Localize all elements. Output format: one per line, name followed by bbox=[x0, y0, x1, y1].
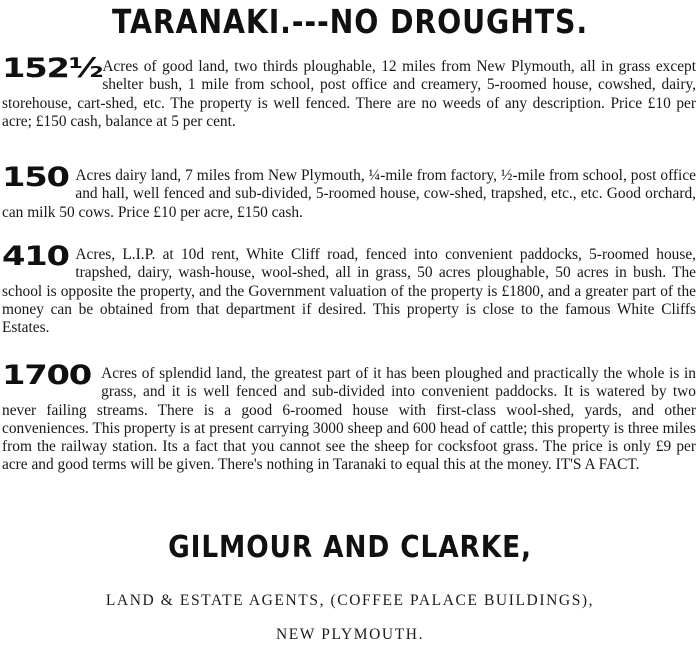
listing-text: Acres of splendid land, the greatest part of it has been ploughed and practically the whole is in grass, and it is well fenced and sub-divided into convenient paddocks. It is watered by two never failing streams. There is a good 6-roomed house with first-class wool-shed, yards, and other conveniences. This property is at present carrying 3000 sheep and 600 head of cattle; this property is three miles from the railway station. Its a fact that you cannot see the sheep for cocksfoot grass. The price is only £9 per acre and good terms will be given. There's nothing in Taranaki to equal this at the money. IT'S A FACT. bbox=[2, 365, 696, 474]
lot-number: 1700 bbox=[2, 360, 91, 391]
lot-number: 410 bbox=[2, 241, 69, 272]
listing-152 bbox=[2, 53, 696, 131]
lot-number: 150 bbox=[2, 162, 69, 193]
firm-location: NEW PLYMOUTH. bbox=[275, 626, 425, 643]
firm-description: LAND & ESTATE AGENTS, (COFFEE PALACE BUILDINGS), bbox=[105, 592, 595, 609]
listing-text: Acres of good land, two thirds ploughable, 12 miles from New Plymouth, all in grass except shelter bush, 1 mile from school, post office and creamery, 5-roomed house, cowshed, dairy, storehouse, cart-shed, etc. The property is well fenced. There are no weeds of any description. Price £10 per acre; £150 cash, balance at 5 per cent. bbox=[2, 58, 696, 130]
firm-name: GILMOUR AND CLARKE, bbox=[168, 530, 532, 565]
listing-410 bbox=[2, 241, 696, 337]
listing-text: Acres dairy land, 7 miles from New Plymouth, ¼-mile from factory, ½-mile from school, post office and hall, well fenced and sub-divided, 5-roomed house, cow-shed, trapshed, etc., etc. Good orchard, can milk 50 cows. Price £10 per acre, £150 cash. bbox=[2, 167, 696, 221]
headline: TARANAKI.---NO DROUGHTS. bbox=[112, 2, 588, 41]
listing-1700 bbox=[2, 360, 696, 475]
listing-150 bbox=[2, 162, 696, 222]
listing-text: Acres, L.I.P. at 10d rent, White Cliff road, fenced into convenient paddocks, 5-roomed house, trapshed, dairy, wash-house, wool-shed, all in grass, 50 acres ploughable, 50 acres in bush. The school is opposite the property, and the Government valuation of the property is £1800, and a greater part of the money can be obtained from that department if desired. This property is close to the famous White Cliffs Estates. bbox=[2, 246, 696, 337]
lot-number: 152½ bbox=[2, 53, 103, 84]
